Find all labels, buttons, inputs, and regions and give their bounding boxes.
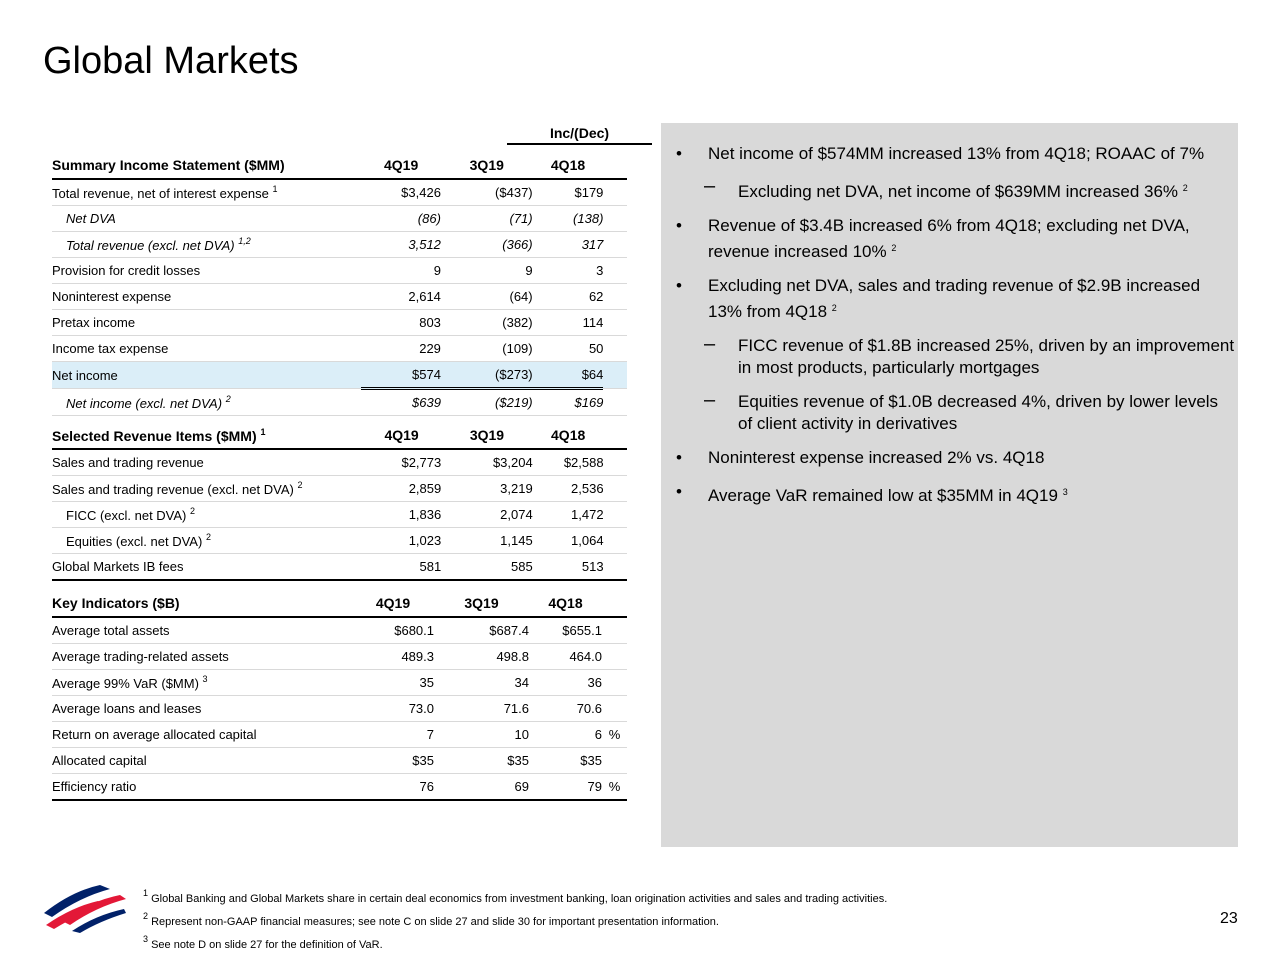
cell-value: 1,023 [362,528,441,554]
row-label: Net DVA [52,206,361,232]
footnote-ref: 1 [260,426,266,437]
percent-sign [603,179,627,206]
cell-value: 585 [441,554,532,581]
cell-value: 71.6 [434,696,529,722]
cell-value: ($219) [441,389,533,416]
cell-value: (86) [361,206,441,232]
cell-value: ($273) [441,362,533,389]
column-header: 4Q19 [352,590,434,617]
column-header: 4Q19 [362,422,441,449]
cell-value: 34 [434,670,529,696]
table-row [52,748,627,774]
cell-value: 3,219 [441,476,532,502]
percent-sign [603,284,627,310]
page-title: Global Markets [43,40,299,82]
column-header: 4Q19 [361,152,441,179]
table-section-title: Key Indicators ($B) [52,590,352,617]
row-label: Provision for credit losses [52,258,361,284]
percent-sign: % [602,722,627,748]
table-row [52,362,627,389]
row-label: Global Markets IB fees [52,554,362,581]
cell-value: (64) [441,284,533,310]
column-spacer [602,590,627,617]
footnote-ref: 2 [225,393,231,404]
table-row [52,554,627,581]
cell-value: $2,588 [533,449,604,476]
cell-value: $169 [533,389,604,416]
row-label: Average loans and leases [52,696,352,722]
sub-bullet: – Excluding net DVA, net income of $639MM increased 36% $^2$ [676,177,1236,203]
footnote-ref: 2 [297,480,303,490]
table-header-row [52,422,627,449]
cell-value: 1,472 [533,502,604,528]
table-section-title: Summary Income Statement ($MM) [52,152,361,179]
cell-value: 3 [533,258,604,284]
cell-value: 498.8 [434,644,529,670]
column-header: 3Q19 [434,590,529,617]
table-row [52,617,627,644]
cell-value: $687.4 [434,617,529,644]
row-label: Net income [52,362,361,389]
footnote-text: Global Banking and Global Markets share in certain deal economics from investment banking, loan origination activities and sales and trading activities. [148,893,888,905]
row-label: Allocated capital [52,748,352,774]
footnote-text: Represent non-GAAP financial measures; see note C on slide 27 and slide 30 for important presentation information. [148,916,719,928]
percent-sign [602,696,627,722]
cell-value: $639 [361,389,441,416]
cell-value: (71) [441,206,533,232]
cell-value: 10 [434,722,529,748]
bullet-item: • Excluding net DVA, sales and trading revenue of $2.9B increased 13% from 4Q18 $^2$ [676,275,1236,323]
table-row [52,502,627,528]
footnote-ref: 2 [190,506,196,516]
column-spacer [603,152,627,179]
percent-sign [603,258,627,284]
row-label: Efficiency ratio [52,774,352,801]
cell-value: 7 [352,722,434,748]
cell-value: 2,074 [441,502,532,528]
income-statement-table [52,152,627,416]
cell-value: 69 [434,774,529,801]
table-header-row [52,590,627,617]
row-label: Equities (excl. net DVA) $^2$ [52,528,362,554]
row-label: Noninterest expense [52,284,361,310]
footnote-ref: 2 [205,532,211,542]
percent-sign [603,310,627,336]
cell-value: 73.0 [352,696,434,722]
row-label: Pretax income [52,310,361,336]
footnote-ref: 1,2 [238,236,251,246]
revenue-items-table [52,422,627,581]
percent-sign [604,528,627,554]
column-header: 4Q18 [533,422,604,449]
cell-value: $680.1 [352,617,434,644]
table-row [52,206,627,232]
footnote-ref: 2 [891,243,897,253]
row-label: Sales and trading revenue (excl. net DVA) $^2$ [52,476,362,502]
cell-value: (109) [441,336,533,362]
percent-sign [602,617,627,644]
cell-value: $655.1 [529,617,602,644]
bank-logo-icon [42,883,127,933]
bullet-item: • Noninterest expense increased 2% vs. 4Q18 [676,447,1236,469]
cell-value: 513 [533,554,604,581]
cell-value: 464.0 [529,644,602,670]
percent-sign [602,644,627,670]
table-row [52,528,627,554]
table-row [52,389,627,416]
footnote-ref: 3 [202,674,208,684]
cell-value: 489.3 [352,644,434,670]
percent-sign [603,232,627,258]
bullet-item: • Average VaR remained low at $35MM in 4Q19 $^3$ [676,481,1236,507]
table-row [52,476,627,502]
bullet-item: • Net income of $574MM increased 13% from 4Q18; ROAAC of 7% [676,143,1236,165]
percent-sign [602,748,627,774]
cell-value: 1,145 [441,528,532,554]
cell-value: 36 [529,670,602,696]
column-header: 3Q19 [441,422,532,449]
column-spacer [604,422,627,449]
table-row [52,774,627,801]
percent-sign [604,476,627,502]
table-row [52,336,627,362]
footnote-ref: 1 [272,184,278,194]
cell-value: 76 [352,774,434,801]
cell-value: 803 [361,310,441,336]
table-row [52,722,627,748]
footnote-ref: 2 [831,303,837,313]
cell-value: 62 [533,284,604,310]
cell-value: $3,204 [441,449,532,476]
page-number: 23 [1220,910,1238,927]
cell-value: 229 [361,336,441,362]
row-label: Average trading-related assets [52,644,352,670]
table-row [52,644,627,670]
row-label: Average total assets [52,617,352,644]
row-label: Total revenue, net of interest expense $^1$ [52,179,361,206]
table-row [52,670,627,696]
cell-value: 35 [352,670,434,696]
footnote-line [143,885,887,908]
cell-value: 70.6 [529,696,602,722]
commentary-bullets [676,143,1236,519]
footnote-line [143,908,887,931]
percent-sign [603,336,627,362]
row-label: Return on average allocated capital [52,722,352,748]
cell-value: (366) [441,232,533,258]
row-label: Average 99% VaR ($MM) $^3$ [52,670,352,696]
cell-value: $2,773 [362,449,441,476]
cell-value: $35 [434,748,529,774]
inc-dec-header: Inc/(Dec) [507,125,652,145]
column-header: 4Q18 [533,152,604,179]
table-section-title: Selected Revenue Items ($MM) $^1$ [52,422,362,449]
cell-value: 2,859 [362,476,441,502]
cell-value: 9 [441,258,533,284]
cell-value: 2,536 [533,476,604,502]
cell-value: 3,512 [361,232,441,258]
cell-value: 79 [529,774,602,801]
percent-sign [603,389,627,416]
cell-value: $3,426 [361,179,441,206]
cell-value: 317 [533,232,604,258]
percent-sign: % [602,774,627,801]
sub-bullet: – Equities revenue of $1.0B decreased 4%, driven by lower levels of client activity in derivatives [676,391,1236,435]
table-row [52,258,627,284]
cell-value: 1,064 [533,528,604,554]
footnote-text: See note D on slide 27 for the definition of VaR. [148,939,383,951]
cell-value: $179 [533,179,604,206]
row-label: Net income (excl. net DVA) $^2$ [52,389,361,416]
cell-value: 581 [362,554,441,581]
percent-sign [604,502,627,528]
footnotes [143,885,887,954]
row-label: Sales and trading revenue [52,449,362,476]
cell-value: 50 [533,336,604,362]
key-indicators-table [52,590,627,801]
cell-value: 114 [533,310,604,336]
footnote-number: 3 [143,934,149,944]
table-row [52,449,627,476]
column-header: 4Q18 [529,590,602,617]
cell-value: $35 [529,748,602,774]
table-row [52,232,627,258]
cell-value: (382) [441,310,533,336]
footnote-line [143,931,887,954]
cell-value: 6 [529,722,602,748]
row-label: Total revenue (excl. net DVA) $^{1,2}$ [52,232,361,258]
percent-sign [603,362,627,389]
percent-sign [603,206,627,232]
table-row [52,179,627,206]
footnote-ref: 3 [1062,487,1068,497]
percent-sign [604,554,627,581]
bullet-item: • Revenue of $3.4B increased 6% from 4Q18; excluding net DVA, revenue increased 10% $^2$ [676,215,1236,263]
table-row [52,696,627,722]
cell-value: ($437) [441,179,533,206]
cell-value: (138) [533,206,604,232]
footnote-ref: 2 [1182,183,1188,193]
footnote-number: 1 [143,888,149,898]
table-header-row [52,152,627,179]
cell-value: $574 [361,362,441,389]
row-label: FICC (excl. net DVA) $^2$ [52,502,362,528]
cell-value: $64 [533,362,604,389]
cell-value: $35 [352,748,434,774]
cell-value: 1,836 [362,502,441,528]
percent-sign [602,670,627,696]
cell-value: 9 [361,258,441,284]
sub-bullet: – FICC revenue of $1.8B increased 25%, driven by an improvement in most products, particularly mortgages [676,335,1236,379]
table-row [52,284,627,310]
percent-sign [604,449,627,476]
table-row [52,310,627,336]
row-label: Income tax expense [52,336,361,362]
footnote-number: 2 [143,911,149,921]
column-header: 3Q19 [441,152,533,179]
cell-value: 2,614 [361,284,441,310]
